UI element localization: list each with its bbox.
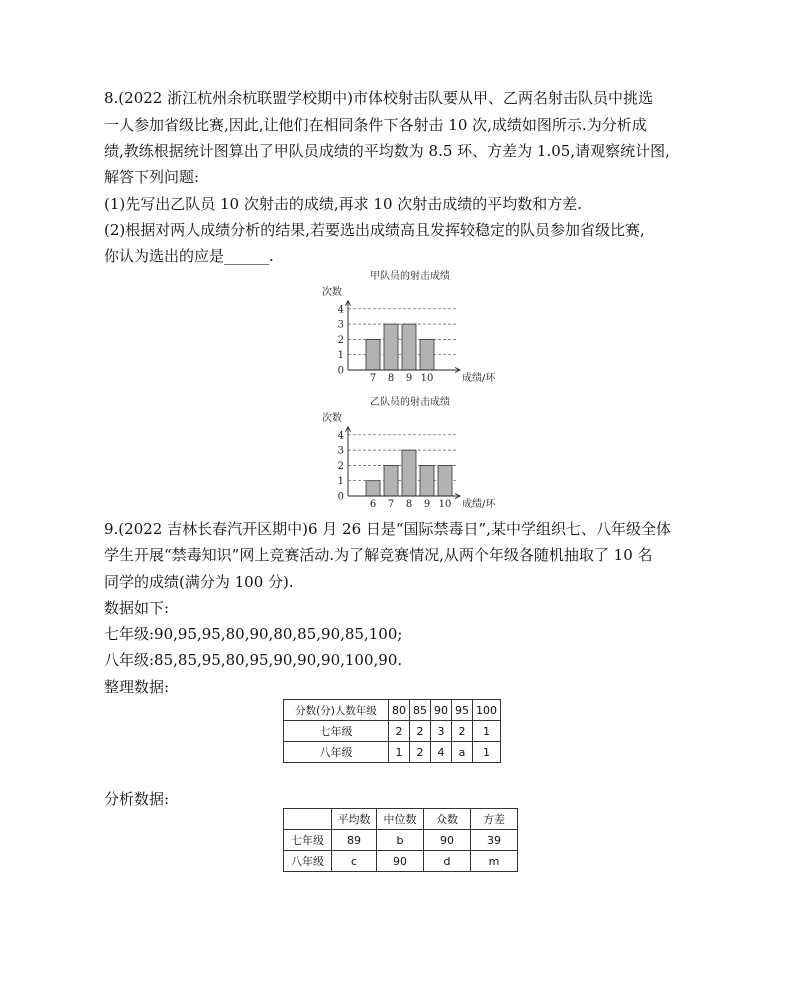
table-cell: 七年级	[284, 721, 389, 742]
table-row	[284, 700, 501, 721]
q9-line-3: 同学的成绩(满分为 100 分).	[104, 573, 294, 591]
frequency-table	[283, 699, 501, 763]
table-row	[284, 830, 518, 851]
jia-y-axis-label: 次数	[322, 287, 342, 298]
jia-x-tick-label: 7	[369, 373, 377, 384]
table-header-cell	[284, 809, 332, 830]
jia-y-tick-label: 2	[337, 334, 344, 346]
table-cell: 89	[332, 830, 377, 851]
table-cell: d	[424, 851, 471, 872]
table-cell: 39	[471, 830, 518, 851]
q9-data-label: 数据如下:	[104, 599, 170, 617]
q9-line-2: 学生开展“禁毒知识”网上竞赛活动.为了解竞赛情况,从两个年级各随机抽取了 10 名	[104, 546, 653, 564]
jia-bar	[420, 339, 434, 370]
yi-x-tick-label: 7	[387, 499, 395, 510]
yi-bar	[402, 450, 416, 496]
table-header-cell: 90	[431, 700, 452, 721]
jia-x-axis-label: 成绩/环	[462, 373, 496, 384]
table-cell: 90	[377, 851, 424, 872]
q8-line-6: (2)根据对两人成绩分析的结果,若要选出成绩高且发挥较稳定的队员参加省级比赛,	[104, 221, 645, 239]
q9-grade8-data: 八年级:85,85,95,80,95,90,90,90,100,90.	[104, 651, 403, 669]
jia-bar	[402, 324, 416, 370]
jia-chart-title: 甲队员的射击成绩	[370, 271, 450, 282]
analysis-table	[283, 808, 518, 872]
yi-bar	[420, 465, 434, 496]
table-header-cell: 100	[473, 700, 501, 721]
yi-x-tick-label: 6	[369, 499, 377, 510]
q9-analysis-label: 分析数据:	[104, 790, 170, 808]
table-header-cell: 众数	[424, 809, 471, 830]
table-cell: 2	[389, 721, 410, 742]
jia-x-tick-label: 9	[405, 373, 413, 384]
jia-y-tick-label: 4	[337, 304, 344, 316]
table-row	[284, 742, 501, 763]
yi-y-tick-label: 2	[337, 460, 344, 472]
jia-x-tick-label: 8	[387, 373, 395, 384]
table-cell: 90	[424, 830, 471, 851]
table-header-cell: 95	[452, 700, 473, 721]
table-cell: 2	[452, 721, 473, 742]
table-cell: 1	[473, 742, 501, 763]
jia-score-histogram	[310, 268, 510, 390]
jia-y-tick-label: 1	[337, 350, 344, 362]
yi-y-tick-label: 0	[337, 491, 344, 503]
jia-bar	[384, 324, 398, 370]
q8-line-3: 绩,教练根据统计图算出了甲队员成绩的平均数为 8.5 环、方差为 1.05,请观察统计图,	[104, 142, 670, 160]
table-cell: b	[377, 830, 424, 851]
jia-y-tick-label: 3	[337, 319, 344, 331]
table-header-cell: 方差	[471, 809, 518, 830]
table-cell: 1	[389, 742, 410, 763]
q9-grade7-data: 七年级:90,95,95,80,90,80,85,90,85,100;	[104, 625, 403, 643]
table-cell: 3	[431, 721, 452, 742]
yi-y-tick-label: 3	[337, 445, 344, 457]
yi-x-tick-label: 9	[423, 499, 431, 510]
q8-line-7: 你认为选出的应是______.	[104, 247, 274, 265]
table-cell: 八年级	[284, 851, 332, 872]
table-cell: 八年级	[284, 742, 389, 763]
jia-bar	[366, 339, 380, 370]
table-cell: 4	[431, 742, 452, 763]
table-row	[284, 851, 518, 872]
table-header-cell: 平均数	[332, 809, 377, 830]
table-header-cell: 中位数	[377, 809, 424, 830]
q8-line-4: 解答下列问题:	[104, 168, 200, 186]
yi-chart-title: 乙队员的射击成绩	[370, 397, 450, 408]
table-cell: 2	[410, 742, 431, 763]
q8-line-5: (1)先写出乙队员 10 次射击的成绩,再求 10 次射击成绩的平均数和方差.	[104, 195, 583, 213]
q8-line-2: 一人参加省级比赛,因此,让他们在相同条件下各射击 10 次,成绩如图所示.为分析成	[104, 116, 647, 134]
table-row	[284, 809, 518, 830]
table-cell: c	[332, 851, 377, 872]
table-row	[284, 721, 501, 742]
table-cell: 1	[473, 721, 501, 742]
jia-y-tick-label: 0	[337, 365, 344, 377]
q8-line-1: 8.(2022 浙江杭州余杭联盟学校期中)市体校射击队要从甲、乙两名射击队员中挑选	[104, 89, 653, 107]
yi-score-histogram	[310, 394, 510, 516]
yi-bar	[438, 465, 452, 496]
table-header-cell: 分数(分)人数年级	[284, 700, 389, 721]
yi-y-axis-label: 次数	[322, 413, 342, 424]
yi-y-tick-label: 1	[337, 476, 344, 488]
yi-y-tick-label: 4	[337, 430, 344, 442]
q9-line-1: 9.(2022 吉林长春汽开区期中)6 月 26 日是“国际禁毒日”,某中学组织七、八年级全体	[104, 520, 672, 538]
table-cell: m	[471, 851, 518, 872]
table-header-cell: 85	[410, 700, 431, 721]
table-header-cell: 80	[389, 700, 410, 721]
yi-x-axis-label: 成绩/环	[462, 499, 496, 510]
table-cell: a	[452, 742, 473, 763]
table-cell: 2	[410, 721, 431, 742]
yi-x-tick-label: 10	[438, 499, 452, 510]
yi-x-tick-label: 8	[405, 499, 413, 510]
yi-bar	[366, 481, 380, 496]
q9-organize-label: 整理数据:	[104, 678, 170, 696]
yi-bar	[384, 465, 398, 496]
table-cell: 七年级	[284, 830, 332, 851]
jia-x-tick-label: 10	[420, 373, 434, 384]
